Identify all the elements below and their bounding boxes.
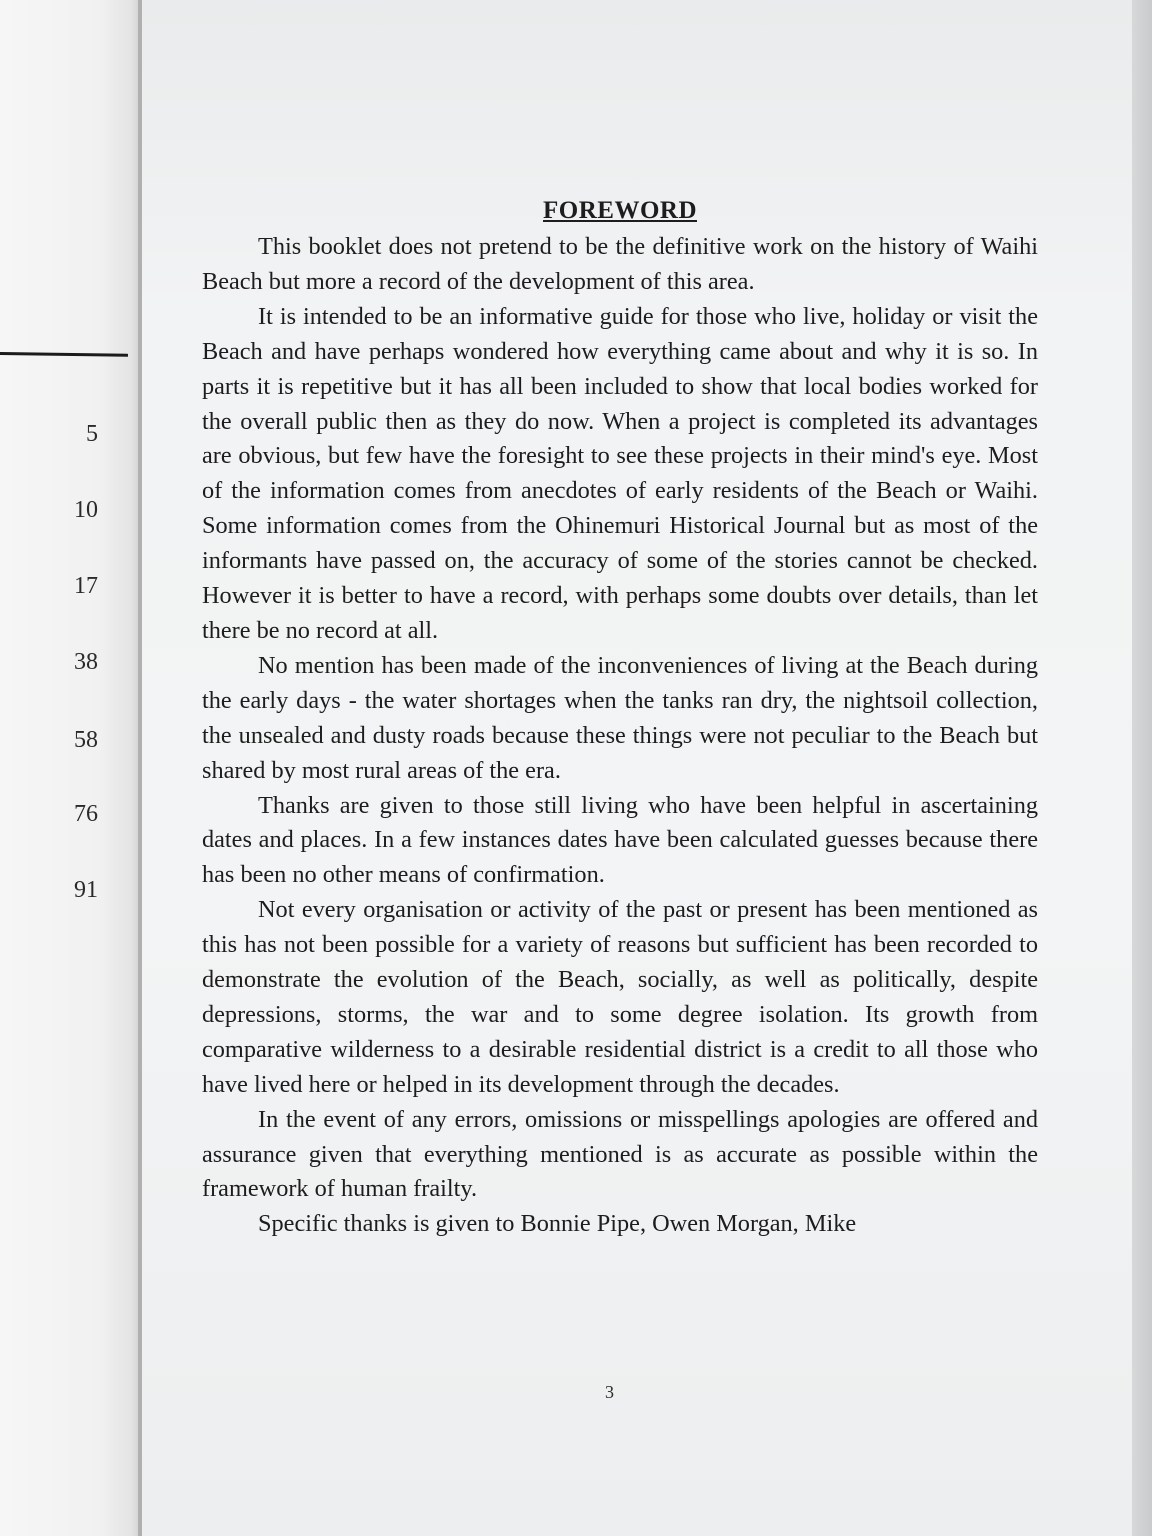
paragraph: This booklet does not pretend to be the definitive work on the history of Waihi Beach but more a record of the development of this area. (202, 233, 1038, 295)
contents-page-number: 91 (74, 877, 98, 903)
contents-page-number: 10 (74, 497, 98, 523)
page-edge (1132, 0, 1152, 1536)
paragraph: Not every organisation or activity of the past or present has been mentioned as this has not been possible for a variety of reasons but sufficient has been recorded to demonstrate the evolution of the Beach, socially, as well as politically, despite depressions, storms, the war and to some degree isolation. Its growth from comparative wilderness to a desirable residential district is a credit to all those who have lived here or helped in its development through the decades. (202, 896, 1038, 1098)
contents-divider (0, 352, 128, 357)
contents-page-number: 38 (74, 649, 98, 675)
contents-page-number: 17 (74, 573, 98, 599)
paragraph: It is intended to be an informative guide for those who live, holiday or visit the Beach and have perhaps wondered how everything came about and why it is so. In parts it is repetitive but it has all been included to show that local bodies worked for the overall public then as they do now. When a project is completed its advantages are obvious, but few have the foresight to see these projects in their mind's eye. Most of the information comes from anecdotes of early residents of the Beach or Waihi. Some information comes from the Ohinemuri Historical Journal but as most of the informants have passed on, the accuracy of some of the stories cannot be checked. However it is better to have a record, with perhaps some doubts over details, than let there be no record at all. (202, 302, 1038, 644)
contents-page-number: 58 (74, 727, 98, 753)
paragraph: No mention has been made of the inconveniences of living at the Beach during the early days - the water shortages when the tanks ran dry, the nightsoil collection, the unsealed and dusty roads because these things were not peculiar to the Beach but shared by most rural areas of the era. (202, 651, 1038, 784)
paragraph: Thanks are given to those still living who have been helpful in ascertaining dates and places. In a few instances dates have been calculated guesses because there has been no other means of confirmation. (202, 791, 1038, 889)
foreword-text (202, 192, 1038, 1242)
paragraph: In the event of any errors, omissions or misspellings apologies are offered and assurance given that everything mentioned is as accurate as possible within the framework of human frailty. (202, 1105, 1038, 1203)
paragraph: Specific thanks is given to Bonnie Pipe, Owen Morgan, Mike (258, 1210, 857, 1238)
page-number: 3 (605, 1382, 614, 1402)
contents-page-number: 5 (86, 421, 98, 447)
contents-page-number: 76 (74, 801, 98, 827)
page-title: FOREWORD (543, 197, 697, 224)
contents-page (0, 0, 143, 1536)
foreword-page (142, 0, 1132, 1536)
